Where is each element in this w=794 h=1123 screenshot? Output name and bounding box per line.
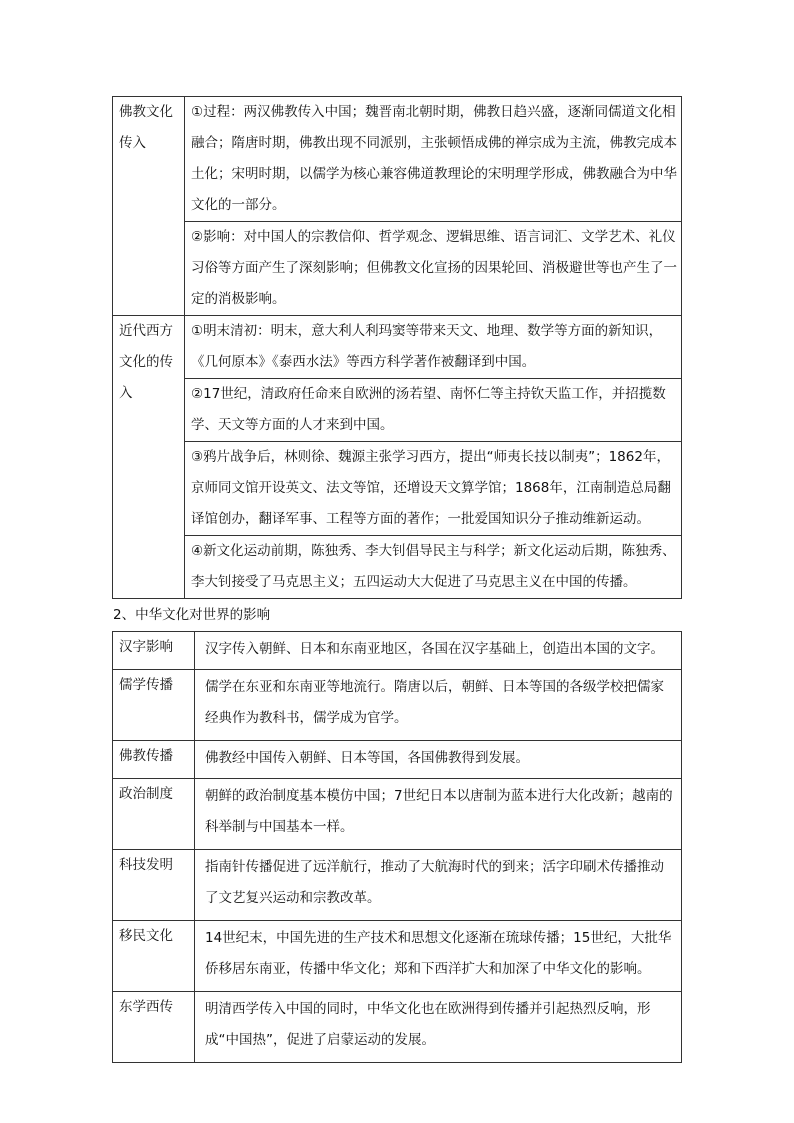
cell-western-opium-war: ③鸦片战争后，林则徐、魏源主张学习西方，提出“师夷长技以制夷”；1862年，京师同文馆开设英文、法文等馆，还增设天文算学馆；1868年，江南制造总局翻译馆创办，翻译军事、工程等方面的著作；一批爱国知识分子推动维新运动。: [185, 442, 682, 536]
cell-buddhism-impact: ②影响：对中国人的宗教信仰、哲学观念、逻辑思维、语言词汇、文学艺术、礼仪习俗等方面产生了深刻影响；但佛教文化宣扬的因果轮回、消极避世等也产生了一定的消极影响。: [185, 222, 682, 316]
row-label-western-culture: 近代西方文化的传入: [113, 316, 185, 599]
table-row: [113, 442, 682, 536]
row-content: 朝鲜的政治制度基本模仿中国；7世纪日本以唐制为蓝本进行大化改新；越南的科举制与中国基本一样。: [195, 779, 682, 850]
row-label-buddhism: 佛教文化传入: [113, 97, 185, 316]
cell-western-late-ming: ①明末清初：明末，意大利人利玛窦等带来天文、地理、数学等方面的新知识，《几何原本》《泰西水法》等西方科学著作被翻译到中国。: [185, 316, 682, 379]
table-row: [113, 850, 682, 921]
table-row: [113, 222, 682, 316]
row-content: 14世纪末，中国先进的生产技术和思想文化逐渐在琉球传播；15世纪，大批华侨移居东南亚，传播中华文化；郑和下西洋扩大和加深了中华文化的影响。: [195, 921, 682, 992]
cell-western-new-culture: ④新文化运动前期，陈独秀、李大钊倡导民主与科学；新文化运动后期，陈独秀、李大钊接受了马克思主义；五四运动大大促进了马克思主义在中国的传播。: [185, 536, 682, 599]
row-content: 儒学在东亚和东南亚等地流行。隋唐以后，朝鲜、日本等国的各级学校把儒家经典作为教科书，儒学成为官学。: [195, 670, 682, 741]
row-label: 移民文化: [113, 921, 195, 992]
world-influence-table: [112, 631, 682, 1063]
table-row: [113, 670, 682, 741]
row-label: 政治制度: [113, 779, 195, 850]
section-heading: 2、中华文化对世界的影响: [113, 607, 271, 623]
table-row: [113, 741, 682, 779]
row-label: 佛教传播: [113, 741, 195, 779]
cell-buddhism-process: ①过程：两汉佛教传入中国；魏晋南北朝时期，佛教日趋兴盛，逐渐同儒道文化相融合；隋唐时期，佛教出现不同派别，主张顿悟成佛的禅宗成为主流，佛教完成本土化；宋明时期，以儒学为核心兼容佛道教理论的宋明理学形成，佛教融合为中华文化的一部分。: [185, 97, 682, 222]
table-row: [113, 992, 682, 1063]
cultural-introduction-table: [112, 96, 682, 599]
row-label: 科技发明: [113, 850, 195, 921]
row-label: 儒学传播: [113, 670, 195, 741]
table-row: [113, 632, 682, 670]
table-row: [113, 316, 682, 379]
row-label: 东学西传: [113, 992, 195, 1063]
table-row: [113, 779, 682, 850]
row-content: 指南针传播促进了远洋航行，推动了大航海时代的到来；活字印刷术传播推动了文艺复兴运动和宗教改革。: [195, 850, 682, 921]
row-content: 佛教经中国传入朝鲜、日本等国，各国佛教得到发展。: [195, 741, 682, 779]
row-content: 汉字传入朝鲜、日本和东南亚地区，各国在汉字基础上，创造出本国的文字。: [195, 632, 682, 670]
row-content: 明清西学传入中国的同时，中华文化也在欧洲得到传播并引起热烈反响，形成“中国热”，促进了启蒙运动的发展。: [195, 992, 682, 1063]
cell-western-17th-century: ②17世纪，清政府任命来自欧洲的汤若望、南怀仁等主持钦天监工作，并招揽数学、天文等方面的人才来到中国。: [185, 379, 682, 442]
table-row: [113, 379, 682, 442]
table-row: [113, 536, 682, 599]
row-label: 汉字影响: [113, 632, 195, 670]
table-row: [113, 921, 682, 992]
table-row: [113, 97, 682, 222]
